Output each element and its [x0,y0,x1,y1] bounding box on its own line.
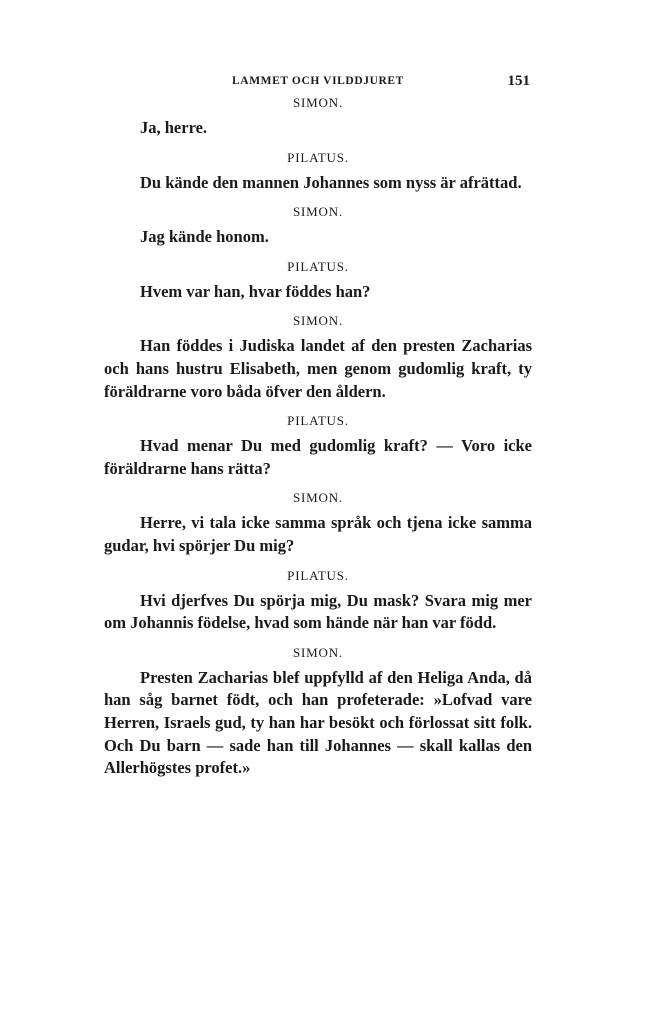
speech-text: Jag kände honom. [140,227,269,247]
speech-text: Presten Zacharias blef uppfylld af den Heliga Anda, då han såg barnet födt, och han profeterade: »Lofvad vare Herren, Israels gud, ty han har besökt och förlossat sitt folk. Och Du barn — sade han till Johannes — skall kallas den Allerhögstes profet.» [104,667,532,778]
dialogue-entry [104,258,532,304]
dialogue-entry [104,94,532,140]
speech-text: Hvad menar Du med gudomlig kraft? — Voro icke föräldrarne hans rätta? [104,436,532,478]
dialogue-entry [104,412,532,480]
dialogue-body [104,94,532,780]
running-title: LAMMET OCH VILDDJURET [232,75,404,87]
dialogue-entry [104,149,532,195]
speaker-name: PILATUS. [287,413,349,429]
speaker-name: SIMON. [293,490,343,506]
dialogue-entry [104,644,532,780]
speech-text: Du kände den mannen Johannes som nyss är afrättad. [140,172,522,192]
page-number: 151 [507,73,530,89]
speaker-name: PILATUS. [287,567,349,583]
running-head [104,70,532,94]
dialogue-entry [104,203,532,249]
dialogue-entry [104,489,532,557]
speaker-name: PILATUS. [287,149,349,165]
speech-text: Hvi djerfves Du spörja mig, Du mask? Svara mig mer om Johannis födelse, hvad som hände när han var född. [104,590,532,633]
dialogue-entry [104,567,532,635]
speaker-name: SIMON. [293,313,343,329]
speech-text: Hvem var han, hvar föddes han? [140,281,371,301]
speech-text: Herre, vi tala icke samma språk och tjena icke samma gudar, hvi spörjer Du mig? [104,513,532,555]
book-page [104,70,532,789]
speaker-name: SIMON. [293,95,343,110]
speaker-name: SIMON. [293,644,343,660]
speaker-name: PILATUS. [287,258,349,274]
speech-text: Han föddes i Judiska landet af den presten Zacharias och hans hustru Elisabeth, men genom gudomlig kraft, ty föräldrarne voro båda öfver den åldern. [104,336,532,401]
speech-text: Ja, herre. [140,118,208,137]
dialogue-entry [104,312,532,403]
speaker-name: SIMON. [293,204,343,220]
